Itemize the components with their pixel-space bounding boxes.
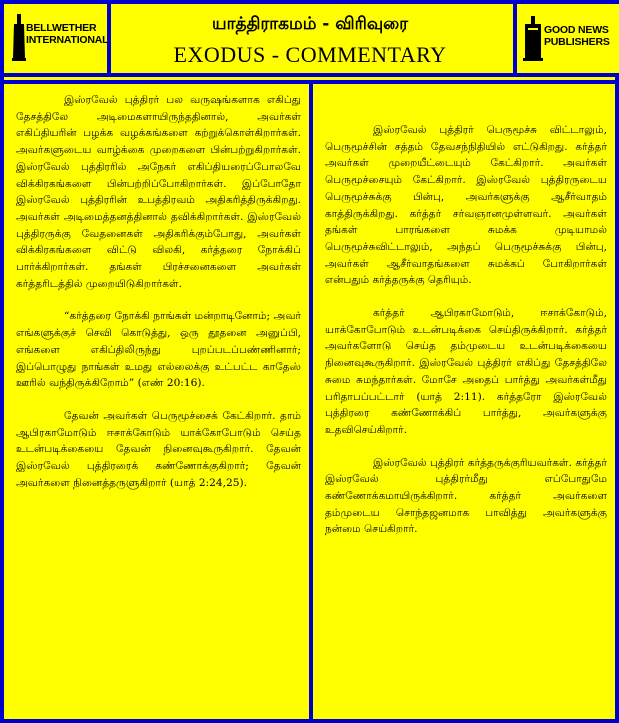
right-column [313,88,615,719]
title-tamil: யாத்திராகமம் - விரிவுரை [212,14,408,34]
title-english: EXODUS - COMMENTARY [173,42,447,67]
left-column [4,88,309,719]
right-paragraph-3: இஸ்ரவேல் புத்திரர் கர்த்தருக்குரியவர்கள். கர்த்தர் இஸ்ரவேல் புத்திரர்மீது எப்போதுமே கண்ணோக்கமாயிருக்கிறார். கர்த்தர் அவர்களை தம்முடைய சொந்தஜனமாக பாவித்து அவர்களுக்கு நன்மை செய்கிறார். [325,456,607,536]
right-paragraph-2: கர்த்தர் ஆபிரகாமோடும், ஈசாக்கோடும், யாக்கோபோடும் உடன்படிக்கை செய்திருக்கிறார். கர்த்தர் அவர்களோடு செய்த தம்முடைய உடன்படிக்கையை நினைவுகூருகிறார். இஸ்ரவேல் புத்திரர் எகிப்து தேசத்திலே சுமை சுமந்தார்கள். மோசே அதைப் பார்த்து அவர்கள்மீது பரிதாபப்பட்டார் (யாத் 2:11). கர்த்தரோ இஸ்ரவேல் புத்திரரை கண்ணோக்கிப் பார்த்து, அவர்களுக்கு உதவிசெய்கிறார். [325,307,607,436]
left-paragraph-1: இஸ்ரவேல் புத்திரர் பல வருஷங்களாக எகிப்து தேசத்திலே அடிமைகளாயிருந்ததினால், அவர்கள் எகிப்தியரின் பழக்க வழக்கங்களை கற்றுக்கொள்கிறார்கள். அவர்களுடைய வாழ்க்கை முறைகளை பின்பற்றுகிறார்கள். இஸ்ரவேல் புத்திரரில் அநேகர் எகிப்தியரைப்போலவே விக்கிரகங்களை பின்பற்றிப்போகிறார்கள். இப்போதோ இஸ்ரவேல் புத்திரரின் உபத்திரவம் அதிகரித்திருக்கிறது. அவர்கள் அடிமைத்தனத்தினால் தவிக்கிறார்கள். இஸ்ரவேல் புத்திரருக்கு வேதனைகள் அதிகரிக்கும்போது, அவர்கள் விக்கிரகங்களை விட்டு விலகி, கர்த்தரை நோக்கிப் பார்க்கிறார்கள். தங்கள் பிரச்சனைகளை அவர்கள் கர்த்தரிடத்தில் முறையிடுகிறார்கள். [16,94,301,290]
book-icon [523,16,543,62]
bellwether-line1: BELLWETHER [26,22,97,34]
header-rule [4,73,615,77]
left-paragraph-3: தேவன் அவர்கள் பெருமூச்சைக் கேட்கிறார். தாம் ஆபிரகாமோடும் ஈசாக்கோடும் யாக்கோபோடும் செய்த உடன்படிக்கையை தேவன் நினைவுகூருகிறார். தேவன் இஸ்ரவேல் புத்திரரைக் கண்ணோக்குகிறார்; தேவன் அவர்களை நினைத்தருளுகிறார் (யாத் 2:24,25). [16,409,301,489]
good-news-line2: PUBLISHERS [544,36,610,48]
bellwether-icon [12,14,26,62]
bellwether-logo [4,4,111,73]
left-paragraph-2-quote: “கர்த்தரை நோக்கி நாங்கள் மன்றாடினோம்; அவர் எங்களுக்குச் செவி கொடுத்து, ஒரு தூதனை அனுப்பி, எங்களை எகிப்திலிருந்து புறப்படப்பண்ணினார்; இப்பொழுது நாங்கள் உமது எல்லைக்கு உட்பட்ட காதேஸ் ஊரில் வந்திருக்கிறோம்” (எண் 20:16). [16,310,301,390]
header-title [111,4,509,73]
bellwether-line2: INTERNATIONAL [26,34,109,46]
good-news-logo [513,4,619,73]
good-news-line1: GOOD NEWS [544,24,609,36]
right-paragraph-1: இஸ்ரவேல் புத்திரர் பெருமூச்சு விட்டாலும், பெருமூச்சின் சத்தம் தேவசந்நிதியில் எட்டுகிறது. கர்த்தர் அவர்கள் முறையீட்டையும் கேட்கிறார். அவர்கள் பெருமூச்சையும் கேட்கிறார். இஸ்ரவேல் புத்திரருடைய பெருமூச்சுக்கு பின்பு, அவர்களுக்கு ஆசீர்வாதம் காத்திருக்கிறது. கர்த்தர் சர்வஞானமுள்ளவர். அவர்கள் தங்கள் பாரங்களை சுமக்க முடியாமல் பெருமூச்சுவிட்டாலும், அந்தப் பெருமூச்சுக்கு பின்பு, அவர்கள் ஆசீர்வாதங்களை சுமக்கப் போகிறார்கள் என்பதும் கர்த்தருக்கு தெரியும். [325,124,607,287]
